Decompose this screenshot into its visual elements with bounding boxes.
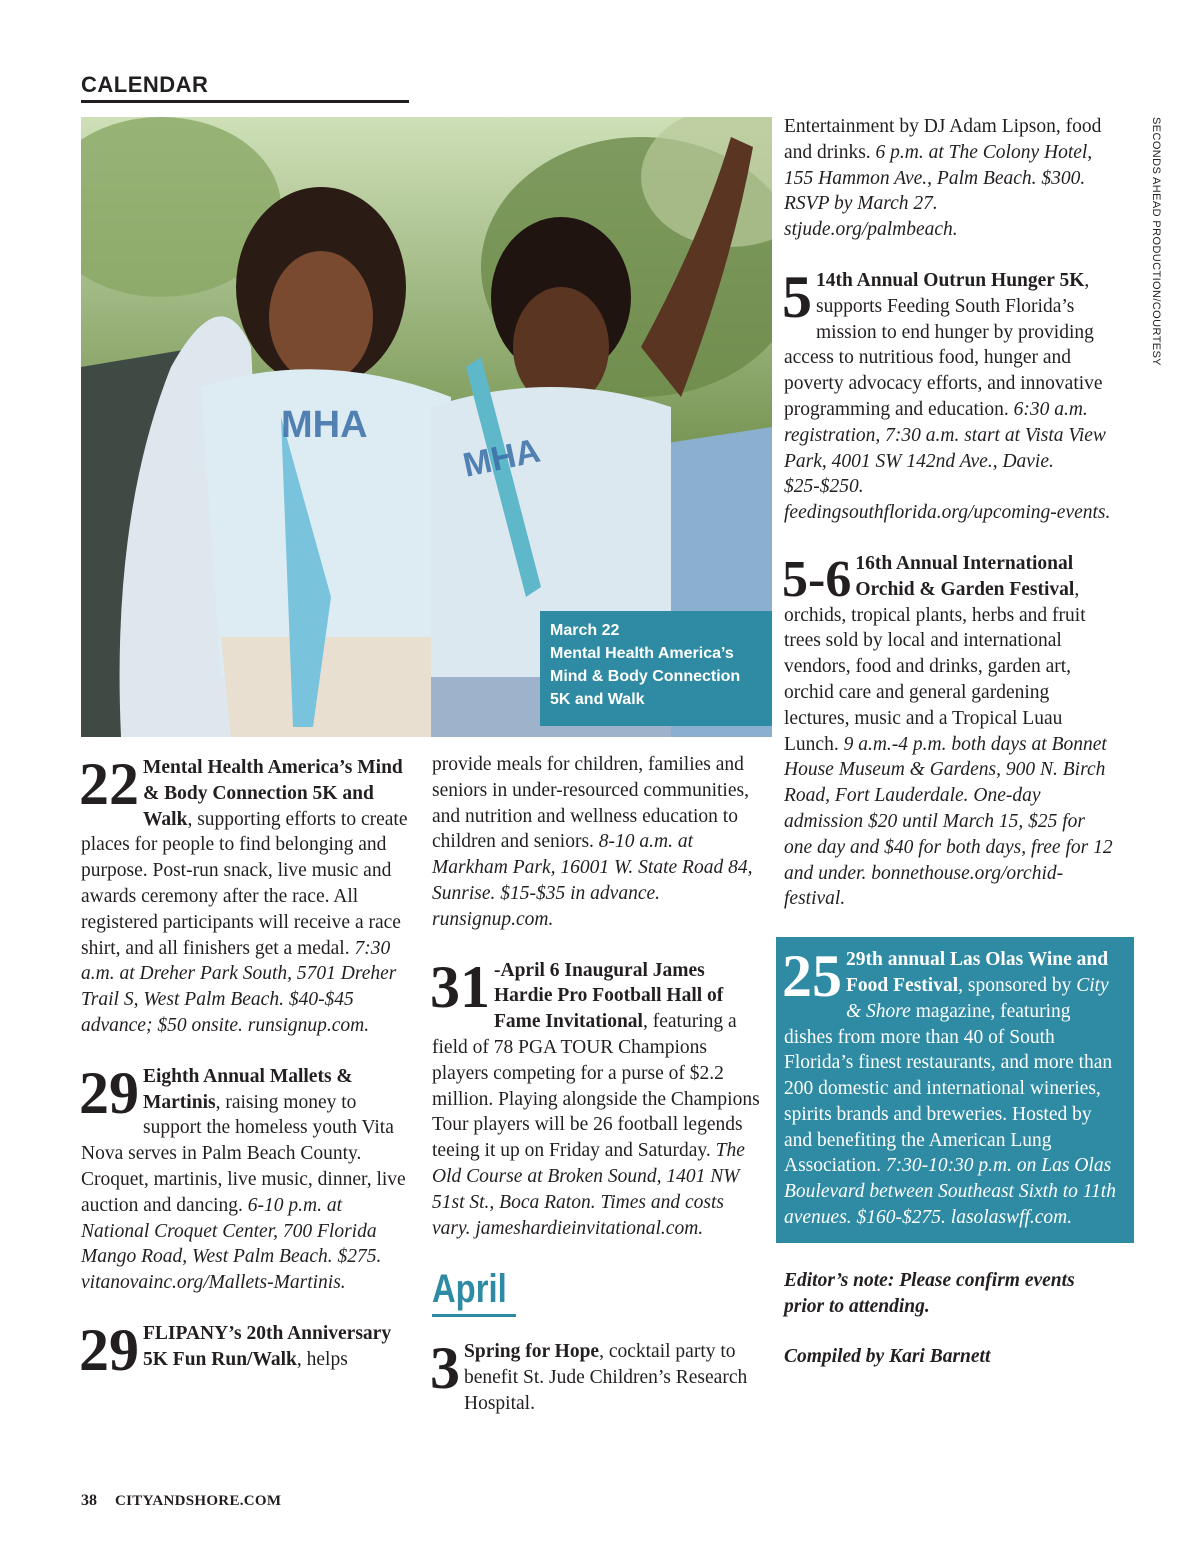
event-details: 6 p.m. at The Colony Hotel, 155 Hammon Ave., Palm Beach. $300. RSVP by March 27. stjude.org/palmbeach. [784,141,1093,241]
column-2 [432,752,762,1442]
event-description: , raising money to support the homeless youth Vita Nova serves in Palm Beach County. Croquet, martinis, live music, dinner, live auction and dancing. [81,1091,406,1216]
magazine-name: City & Shore [846,974,1109,1022]
event-listing [79,1059,411,1296]
section-rule [81,100,409,103]
event-continuation [784,114,1114,243]
event-title: -April 6 Inaugural James Hardie Pro Football Hall of Fame Invitational [494,959,724,1033]
event-description: , helps [296,1348,348,1370]
page-number: 38 [81,1492,97,1509]
month-rule [432,1314,516,1317]
page-footer [81,1492,281,1510]
svg-text:MHA: MHA [459,431,544,485]
event-listing [782,263,1114,526]
featured-event [776,937,1134,1243]
photo-credit: SECONDS AHEAD PRODUCTION/COURTESY [1150,117,1162,366]
event-listing [79,1316,411,1383]
event-date: 25 [782,943,842,1010]
event-date: 5-6 [782,550,852,608]
column-1 [79,751,411,1398]
event-description: , supporting efforts to create places for people to find belonging and purpose. Post-run snack, live music and awards ceremony after the race. All registered participants will receive a race shirt, and all finishers get a medal. [81,808,408,959]
event-title: Eighth Annual Mallets & Martinis [143,1065,353,1113]
event-description: , supports Feeding South Florida’s mission to end hunger by providing access to nutritious food, hunger and poverty advocacy efforts, and innovative programming and education. [784,269,1103,420]
event-description: , featuring a field of 78 PGA TOUR Champions players competing for a purse of $2.2 million. Playing alongside the Champions Tour players will be 26 football legends teeing it up on Friday and Saturday. [432,1011,760,1162]
event-date: 22 [79,751,139,817]
event-description: magazine, featuring dishes from more than 40 of South Florida’s finest restaurants, and more than 200 domestic and international wineries, spirits brands and breweries. Hosted by and benefiting the American Lung Association. [784,1000,1113,1177]
event-date: 31 [430,953,490,1020]
month-heading: April [432,1267,507,1312]
event-title: 14th Annual Outrun Hunger 5K [816,269,1085,291]
event-details: 6:30 a.m. registration, 7:30 a.m. start at Vista View Park, 4001 SW 142nd Ave., Davie. $25-$250. feedingsouthflorida.org/upcoming-events. [784,398,1111,524]
editor-note-text: Editor’s note: Please confirm events prior to attending. [784,1269,1075,1317]
event-details: 7:30 a.m. at Dreher Park South, 5701 Dreher Trail S, West Palm Beach. $40-$45 advance; $50 onsite. runsignup.com. [81,937,397,1036]
section-title: CALENDAR [81,72,209,97]
event-date: 5 [782,263,812,330]
caption-line: Mental Health America’s [550,645,734,662]
event-listing [430,953,762,1242]
caption-line: 5K and Walk [550,691,645,708]
byline-text: Compiled by Kari Barnett [784,1346,991,1368]
event-date: 29 [79,1316,139,1383]
event-details: 7:30-10:30 p.m. on Las Olas Boulevard between Southeast Sixth to 11th avenues. $160-$275. lasolaswff.com. [784,1155,1116,1229]
event-listing [79,751,411,1039]
event-description: provide meals for children, families and seniors in under-resourced communities, and nutrition and wellness education to children and seniors. [432,754,749,853]
event-date: 3 [430,1335,460,1402]
event-description: , sponsored by [958,974,1077,996]
event-date: 29 [79,1059,139,1126]
event-title: 29th annual Las Olas Wine and Food Festival [846,949,1109,996]
caption-line: March 22 [550,622,620,639]
editor-note [784,1268,1114,1320]
event-listing [430,1335,762,1416]
event-details: 9 a.m.-4 p.m. both days at Bonnet House Museum & Gardens, 900 N. Birch Road, Fort Lauderdale. One-day admission $20 until March 15, $25 for one day and $40 for both days, free for 12 and under. bonnethouse.org/orchid-festival. [784,733,1113,910]
site-url: CITYANDSHORE.COM [115,1493,282,1509]
event-details: 6-10 p.m. at National Croquet Center, 700 Florida Mango Road, West Palm Beach. $275. vitanovainc.org/Mallets-Martinis. [81,1194,382,1294]
column-3 [784,114,1114,1395]
event-continuation [432,752,762,933]
event-details: The Old Course at Broken Sound, 1401 NW 51st St., Boca Raton. Times and costs vary. jameshardieinvitational.com. [432,1140,745,1239]
event-description: Entertainment by DJ Adam Lipson, food and drinks. [784,116,1102,163]
event-title: 16th Annual International Orchid & Garden Festival [855,552,1075,600]
event-title: Spring for Hope [464,1341,600,1363]
byline [784,1344,1114,1370]
event-description: , cocktail party to benefit St. Jude Children’s Research Hospital. [464,1341,748,1414]
photo-caption [540,611,772,726]
event-title: FLIPANY’s 20th Anniversary 5K Fun Run/Walk [143,1322,392,1370]
event-details: 8-10 a.m. at Markham Park, 16001 W. State Road 84, Sunrise. $15-$35 in advance. runsignup.com. [432,831,753,930]
caption-line: Mind & Body Connection [550,668,741,685]
svg-text:MHA: MHA [281,404,368,446]
event-title: Mental Health America’s Mind & Body Connection 5K and Walk [143,757,403,830]
event-listing [784,551,1114,912]
event-description: , orchids, tropical plants, herbs and fruit trees sold by local and international vendors, food and drinks, garden art, orchid care and general gardening lectures, music and a Tropical Luau Lunch. [784,578,1086,755]
